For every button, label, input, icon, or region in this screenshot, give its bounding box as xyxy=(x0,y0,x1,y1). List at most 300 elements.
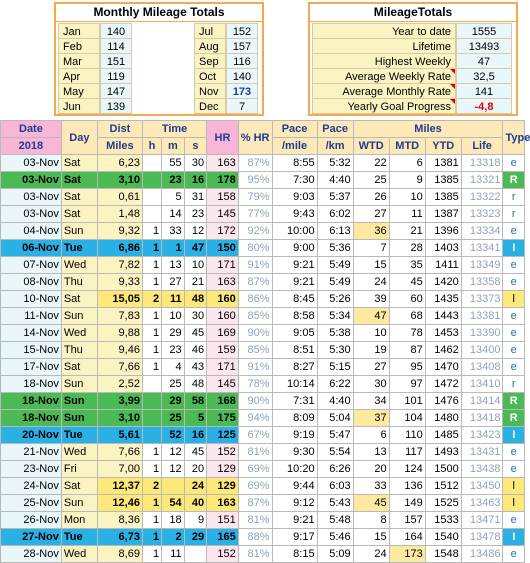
date-cell[interactable]: 18-Nov xyxy=(1,393,62,410)
wtd-cell[interactable]: 39 xyxy=(353,291,389,308)
wtd-cell[interactable]: 26 xyxy=(353,189,389,206)
pace-km-cell[interactable]: 5:48 xyxy=(317,512,353,529)
ytd-cell[interactable]: 1533 xyxy=(425,512,461,529)
mtd-cell[interactable]: 78 xyxy=(389,325,425,342)
mtd-cell[interactable]: 173 xyxy=(389,546,425,563)
distance-cell[interactable]: 3,99 xyxy=(97,393,142,410)
life-cell[interactable]: 13410 xyxy=(461,376,503,393)
life-cell[interactable]: 13390 xyxy=(461,325,503,342)
minutes-cell[interactable]: 13 xyxy=(162,257,185,274)
minutes-cell[interactable]: 54 xyxy=(162,495,185,512)
header-s[interactable]: s xyxy=(184,138,207,155)
totals-value-3[interactable]: 32,5 xyxy=(456,68,512,84)
hours-cell[interactable]: 1 xyxy=(142,444,161,461)
distance-cell[interactable]: 9,46 xyxy=(97,342,142,359)
life-cell[interactable]: 13373 xyxy=(461,291,503,308)
hours-cell[interactable]: 1 xyxy=(142,512,161,529)
life-cell[interactable]: 13322 xyxy=(461,189,503,206)
life-cell[interactable]: 13463 xyxy=(461,495,503,512)
date-cell[interactable]: 06-Nov xyxy=(1,240,62,257)
table-row[interactable] xyxy=(1,376,525,393)
day-cell[interactable]: Sun xyxy=(61,393,97,410)
ytd-cell[interactable]: 1420 xyxy=(425,274,461,291)
wtd-cell[interactable]: 15 xyxy=(353,257,389,274)
pct-hr-cell[interactable]: 80% xyxy=(238,240,272,257)
wtd-cell[interactable]: 34 xyxy=(353,393,389,410)
wtd-cell[interactable]: 19 xyxy=(353,342,389,359)
table-row[interactable] xyxy=(1,223,525,240)
pace-km-cell[interactable]: 5:30 xyxy=(317,342,353,359)
distance-cell[interactable]: 15,05 xyxy=(97,291,142,308)
seconds-cell[interactable]: 12 xyxy=(184,223,207,240)
month-miles-mar[interactable]: 151 xyxy=(100,53,132,69)
pace-mile-cell[interactable]: 9:21 xyxy=(272,274,317,291)
heart-rate-cell[interactable]: 150 xyxy=(207,240,239,257)
pct-hr-cell[interactable]: 81% xyxy=(238,546,272,563)
day-cell[interactable]: Sun xyxy=(61,376,97,393)
type-cell[interactable]: I xyxy=(503,529,525,546)
type-cell[interactable]: e xyxy=(503,512,525,529)
hours-cell[interactable] xyxy=(142,155,161,172)
minutes-cell[interactable]: 25 xyxy=(162,410,185,427)
minutes-cell[interactable]: 33 xyxy=(162,223,185,240)
type-cell[interactable]: R xyxy=(503,393,525,410)
table-row[interactable] xyxy=(1,155,525,172)
distance-cell[interactable]: 7,00 xyxy=(97,461,142,478)
pace-mile-cell[interactable]: 9:19 xyxy=(272,427,317,444)
type-cell[interactable]: e xyxy=(503,325,525,342)
mtd-cell[interactable]: 124 xyxy=(389,461,425,478)
minutes-cell[interactable]: 5 xyxy=(162,189,185,206)
mtd-cell[interactable]: 60 xyxy=(389,291,425,308)
minutes-cell[interactable]: 29 xyxy=(162,325,185,342)
ytd-cell[interactable]: 1480 xyxy=(425,410,461,427)
pace-mile-cell[interactable]: 10:00 xyxy=(272,223,317,240)
totals-value-2[interactable]: 47 xyxy=(456,53,512,69)
day-cell[interactable]: Sat xyxy=(61,478,97,495)
pace-km-cell[interactable]: 5:37 xyxy=(317,189,353,206)
date-cell[interactable]: 10-Nov xyxy=(1,291,62,308)
pace-km-cell[interactable]: 5:15 xyxy=(317,359,353,376)
seconds-cell[interactable]: 29 xyxy=(184,529,207,546)
mtd-cell[interactable]: 104 xyxy=(389,410,425,427)
mtd-cell[interactable]: 101 xyxy=(389,393,425,410)
heart-rate-cell[interactable]: 163 xyxy=(207,274,239,291)
wtd-cell[interactable]: 10 xyxy=(353,325,389,342)
seconds-cell[interactable] xyxy=(184,546,207,563)
heart-rate-cell[interactable]: 178 xyxy=(207,172,239,189)
table-row[interactable] xyxy=(1,546,525,563)
life-cell[interactable]: 13478 xyxy=(461,529,503,546)
seconds-cell[interactable]: 24 xyxy=(184,478,207,495)
distance-cell[interactable]: 6,73 xyxy=(97,529,142,546)
table-row[interactable] xyxy=(1,461,525,478)
life-cell[interactable]: 13358 xyxy=(461,274,503,291)
pace-mile-cell[interactable]: 7:30 xyxy=(272,172,317,189)
header-miles[interactable]: Miles xyxy=(97,138,142,155)
date-cell[interactable]: 25-Nov xyxy=(1,495,62,512)
ytd-cell[interactable]: 1411 xyxy=(425,257,461,274)
table-row[interactable] xyxy=(1,308,525,325)
date-cell[interactable]: 03-Nov xyxy=(1,189,62,206)
minutes-cell[interactable]: 10 xyxy=(162,308,185,325)
ytd-cell[interactable]: 1385 xyxy=(425,172,461,189)
header-ytd[interactable]: YTD xyxy=(425,138,461,155)
seconds-cell[interactable]: 31 xyxy=(184,189,207,206)
pct-hr-cell[interactable]: 94% xyxy=(238,410,272,427)
table-row[interactable] xyxy=(1,172,525,189)
pct-hr-cell[interactable]: 87% xyxy=(238,274,272,291)
life-cell[interactable]: 13450 xyxy=(461,478,503,495)
day-cell[interactable]: Sat xyxy=(61,155,97,172)
life-cell[interactable]: 13334 xyxy=(461,223,503,240)
hours-cell[interactable]: 1 xyxy=(142,461,161,478)
seconds-cell[interactable]: 48 xyxy=(184,291,207,308)
minutes-cell[interactable]: 52 xyxy=(162,427,185,444)
distance-cell[interactable]: 6,23 xyxy=(97,155,142,172)
distance-cell[interactable]: 0,61 xyxy=(97,189,142,206)
pace-km-cell[interactable]: 5:09 xyxy=(317,546,353,563)
pace-km-cell[interactable]: 6:26 xyxy=(317,461,353,478)
pace-km-cell[interactable]: 4:40 xyxy=(317,393,353,410)
type-cell[interactable]: e xyxy=(503,546,525,563)
distance-cell[interactable]: 9,88 xyxy=(97,325,142,342)
distance-cell[interactable]: 12,46 xyxy=(97,495,142,512)
pace-mile-cell[interactable]: 9:17 xyxy=(272,529,317,546)
day-cell[interactable]: Sun xyxy=(61,223,97,240)
day-cell[interactable]: Mon xyxy=(61,512,97,529)
pace-mile-cell[interactable]: 7:31 xyxy=(272,393,317,410)
distance-cell[interactable]: 8,69 xyxy=(97,546,142,563)
header-hr[interactable]: HR xyxy=(207,121,239,155)
type-cell[interactable]: e xyxy=(503,444,525,461)
day-cell[interactable]: Wed xyxy=(61,546,97,563)
pace-km-cell[interactable]: 6:03 xyxy=(317,478,353,495)
hours-cell[interactable]: 1 xyxy=(142,529,161,546)
heart-rate-cell[interactable]: 152 xyxy=(207,546,239,563)
totals-value-1[interactable]: 13493 xyxy=(456,38,512,54)
seconds-cell[interactable]: 16 xyxy=(184,427,207,444)
hours-cell[interactable]: 1 xyxy=(142,325,161,342)
month-miles-jun[interactable]: 139 xyxy=(100,98,132,114)
minutes-cell[interactable]: 27 xyxy=(162,274,185,291)
hours-cell[interactable]: 1 xyxy=(142,546,161,563)
date-cell[interactable]: 23-Nov xyxy=(1,461,62,478)
hours-cell[interactable] xyxy=(142,189,161,206)
date-cell[interactable]: 18-Nov xyxy=(1,376,62,393)
table-row[interactable] xyxy=(1,478,525,495)
day-cell[interactable]: Sat xyxy=(61,206,97,223)
pct-hr-cell[interactable]: 86% xyxy=(238,291,272,308)
ytd-cell[interactable]: 1385 xyxy=(425,189,461,206)
wtd-cell[interactable]: 47 xyxy=(353,308,389,325)
header-mtd[interactable]: MTD xyxy=(389,138,425,155)
mtd-cell[interactable]: 11 xyxy=(389,206,425,223)
hours-cell[interactable] xyxy=(142,376,161,393)
hours-cell[interactable] xyxy=(142,410,161,427)
ytd-cell[interactable]: 1435 xyxy=(425,291,461,308)
pct-hr-cell[interactable]: 87% xyxy=(238,495,272,512)
seconds-cell[interactable]: 30 xyxy=(184,308,207,325)
seconds-cell[interactable]: 45 xyxy=(184,325,207,342)
hours-cell[interactable] xyxy=(142,427,161,444)
month-miles-dec[interactable]: 7 xyxy=(226,98,258,114)
life-cell[interactable]: 13431 xyxy=(461,444,503,461)
table-row[interactable] xyxy=(1,512,525,529)
life-cell[interactable]: 13414 xyxy=(461,393,503,410)
type-cell[interactable]: e xyxy=(503,308,525,325)
pace-mile-cell[interactable]: 9:12 xyxy=(272,495,317,512)
life-cell[interactable]: 13423 xyxy=(461,427,503,444)
pace-mile-cell[interactable]: 10:20 xyxy=(272,461,317,478)
table-row[interactable] xyxy=(1,529,525,546)
pace-km-cell[interactable]: 5:34 xyxy=(317,308,353,325)
header-per-km[interactable]: /km xyxy=(317,138,353,155)
day-cell[interactable]: Sun xyxy=(61,410,97,427)
seconds-cell[interactable]: 47 xyxy=(184,240,207,257)
seconds-cell[interactable]: 5 xyxy=(184,410,207,427)
ytd-cell[interactable]: 1476 xyxy=(425,393,461,410)
hours-cell[interactable]: 2 xyxy=(142,478,161,495)
mtd-cell[interactable]: 9 xyxy=(389,172,425,189)
minutes-cell[interactable]: 14 xyxy=(162,206,185,223)
month-miles-apr[interactable]: 119 xyxy=(100,68,132,84)
date-cell[interactable]: 15-Nov xyxy=(1,342,62,359)
pct-hr-cell[interactable]: 78% xyxy=(238,376,272,393)
seconds-cell[interactable]: 10 xyxy=(184,257,207,274)
table-row[interactable] xyxy=(1,274,525,291)
day-cell[interactable]: Sat xyxy=(61,291,97,308)
type-cell[interactable]: e xyxy=(503,461,525,478)
type-cell[interactable]: l xyxy=(503,478,525,495)
pace-km-cell[interactable]: 5:38 xyxy=(317,325,353,342)
mtd-cell[interactable]: 87 xyxy=(389,342,425,359)
minutes-cell[interactable]: 11 xyxy=(162,291,185,308)
seconds-cell[interactable]: 40 xyxy=(184,495,207,512)
date-cell[interactable]: 03-Nov xyxy=(1,155,62,172)
hours-cell[interactable] xyxy=(142,172,161,189)
date-cell[interactable]: 21-Nov xyxy=(1,444,62,461)
date-cell[interactable]: 04-Nov xyxy=(1,223,62,240)
pct-hr-cell[interactable]: 87% xyxy=(238,155,272,172)
heart-rate-cell[interactable]: 165 xyxy=(207,529,239,546)
date-cell[interactable]: 28-Nov xyxy=(1,546,62,563)
heart-rate-cell[interactable]: 171 xyxy=(207,359,239,376)
life-cell[interactable]: 13323 xyxy=(461,206,503,223)
table-row[interactable] xyxy=(1,342,525,359)
ytd-cell[interactable]: 1403 xyxy=(425,240,461,257)
wtd-cell[interactable]: 37 xyxy=(353,410,389,427)
ytd-cell[interactable]: 1548 xyxy=(425,546,461,563)
pace-mile-cell[interactable]: 8:45 xyxy=(272,291,317,308)
mtd-cell[interactable]: 95 xyxy=(389,359,425,376)
wtd-cell[interactable]: 22 xyxy=(353,155,389,172)
life-cell[interactable]: 13341 xyxy=(461,240,503,257)
day-cell[interactable]: Wed xyxy=(61,257,97,274)
mtd-cell[interactable]: 157 xyxy=(389,512,425,529)
distance-cell[interactable]: 7,66 xyxy=(97,359,142,376)
pace-mile-cell[interactable]: 9:05 xyxy=(272,325,317,342)
heart-rate-cell[interactable]: 175 xyxy=(207,410,239,427)
pct-hr-cell[interactable]: 92% xyxy=(238,223,272,240)
day-cell[interactable]: Sun xyxy=(61,308,97,325)
wtd-cell[interactable]: 13 xyxy=(353,444,389,461)
day-cell[interactable]: Thu xyxy=(61,342,97,359)
header-dist[interactable]: Dist xyxy=(97,121,142,138)
distance-cell[interactable]: 6,86 xyxy=(97,240,142,257)
type-cell[interactable]: e xyxy=(503,274,525,291)
heart-rate-cell[interactable]: 163 xyxy=(207,495,239,512)
seconds-cell[interactable]: 20 xyxy=(184,461,207,478)
pct-hr-cell[interactable]: 79% xyxy=(238,189,272,206)
day-cell[interactable]: Sun xyxy=(61,495,97,512)
heart-rate-cell[interactable]: 151 xyxy=(207,512,239,529)
table-row[interactable] xyxy=(1,410,525,427)
distance-cell[interactable]: 12,37 xyxy=(97,478,142,495)
pct-hr-cell[interactable]: 85% xyxy=(238,342,272,359)
life-cell[interactable]: 13486 xyxy=(461,546,503,563)
life-cell[interactable]: 13418 xyxy=(461,410,503,427)
month-miles-jan[interactable]: 140 xyxy=(100,23,132,39)
day-cell[interactable]: Tue xyxy=(61,529,97,546)
wtd-cell[interactable]: 27 xyxy=(353,206,389,223)
minutes-cell[interactable]: 23 xyxy=(162,172,185,189)
heart-rate-cell[interactable]: 125 xyxy=(207,427,239,444)
minutes-cell[interactable]: 29 xyxy=(162,393,185,410)
pct-hr-cell[interactable]: 81% xyxy=(238,444,272,461)
ytd-cell[interactable]: 1453 xyxy=(425,325,461,342)
pace-mile-cell[interactable]: 10:14 xyxy=(272,376,317,393)
pct-hr-cell[interactable]: 91% xyxy=(238,257,272,274)
mtd-cell[interactable]: 117 xyxy=(389,444,425,461)
totals-value-4[interactable]: 141 xyxy=(456,83,512,99)
day-cell[interactable]: Fri xyxy=(61,461,97,478)
minutes-cell[interactable] xyxy=(162,478,185,495)
distance-cell[interactable]: 2,52 xyxy=(97,376,142,393)
mtd-cell[interactable]: 28 xyxy=(389,240,425,257)
date-cell[interactable]: 24-Nov xyxy=(1,478,62,495)
header-per-mile[interactable]: /mile xyxy=(272,138,317,155)
type-cell[interactable]: r xyxy=(503,189,525,206)
heart-rate-cell[interactable]: 158 xyxy=(207,189,239,206)
table-row[interactable] xyxy=(1,240,525,257)
mtd-cell[interactable]: 110 xyxy=(389,427,425,444)
pace-mile-cell[interactable]: 8:58 xyxy=(272,308,317,325)
month-miles-jul[interactable]: 152 xyxy=(226,23,258,39)
header-pace-km[interactable]: Pace xyxy=(317,121,353,138)
pace-km-cell[interactable]: 5:32 xyxy=(317,155,353,172)
hours-cell[interactable] xyxy=(142,393,161,410)
pace-mile-cell[interactable]: 8:09 xyxy=(272,410,317,427)
header-miles-group[interactable]: Miles xyxy=(353,121,503,138)
life-cell[interactable]: 13471 xyxy=(461,512,503,529)
type-cell[interactable]: e xyxy=(503,155,525,172)
table-row[interactable] xyxy=(1,189,525,206)
date-cell[interactable]: 03-Nov xyxy=(1,206,62,223)
pace-km-cell[interactable]: 5:49 xyxy=(317,257,353,274)
pace-mile-cell[interactable]: 9:30 xyxy=(272,444,317,461)
seconds-cell[interactable]: 23 xyxy=(184,206,207,223)
distance-cell[interactable]: 7,66 xyxy=(97,444,142,461)
minutes-cell[interactable]: 23 xyxy=(162,342,185,359)
minutes-cell[interactable]: 11 xyxy=(162,546,185,563)
table-row[interactable] xyxy=(1,427,525,444)
type-cell[interactable]: l xyxy=(503,495,525,512)
distance-cell[interactable]: 3,10 xyxy=(97,410,142,427)
table-row[interactable] xyxy=(1,325,525,342)
ytd-cell[interactable]: 1387 xyxy=(425,206,461,223)
mtd-cell[interactable]: 68 xyxy=(389,308,425,325)
wtd-cell[interactable]: 7 xyxy=(353,240,389,257)
date-cell[interactable]: 18-Nov xyxy=(1,410,62,427)
pace-km-cell[interactable]: 5:46 xyxy=(317,529,353,546)
hours-cell[interactable]: 1 xyxy=(142,274,161,291)
heart-rate-cell[interactable]: 168 xyxy=(207,393,239,410)
pace-km-cell[interactable]: 6:22 xyxy=(317,376,353,393)
pace-mile-cell[interactable]: 8:27 xyxy=(272,359,317,376)
day-cell[interactable]: Thu xyxy=(61,274,97,291)
pace-km-cell[interactable]: 5:04 xyxy=(317,410,353,427)
heart-rate-cell[interactable]: 160 xyxy=(207,308,239,325)
seconds-cell[interactable]: 16 xyxy=(184,172,207,189)
minutes-cell[interactable]: 18 xyxy=(162,512,185,529)
distance-cell[interactable]: 9,33 xyxy=(97,274,142,291)
date-cell[interactable]: 07-Nov xyxy=(1,257,62,274)
life-cell[interactable]: 13349 xyxy=(461,257,503,274)
header-time[interactable]: Time xyxy=(142,121,206,138)
distance-cell[interactable]: 5,61 xyxy=(97,427,142,444)
mtd-cell[interactable]: 136 xyxy=(389,478,425,495)
totals-value-5[interactable]: -4,8 xyxy=(456,98,512,114)
hours-cell[interactable]: 1 xyxy=(142,257,161,274)
pct-hr-cell[interactable]: 69% xyxy=(238,478,272,495)
ytd-cell[interactable]: 1381 xyxy=(425,155,461,172)
life-cell[interactable]: 13321 xyxy=(461,172,503,189)
hours-cell[interactable]: 1 xyxy=(142,342,161,359)
date-cell[interactable]: 20-Nov xyxy=(1,427,62,444)
seconds-cell[interactable]: 21 xyxy=(184,274,207,291)
mtd-cell[interactable]: 45 xyxy=(389,274,425,291)
type-cell[interactable]: e xyxy=(503,223,525,240)
header-wtd[interactable]: WTD xyxy=(353,138,389,155)
pace-km-cell[interactable]: 5:54 xyxy=(317,444,353,461)
distance-cell[interactable]: 9,32 xyxy=(97,223,142,240)
pace-mile-cell[interactable]: 9:44 xyxy=(272,478,317,495)
hours-cell[interactable]: 1 xyxy=(142,240,161,257)
date-cell[interactable]: 17-Nov xyxy=(1,359,62,376)
life-cell[interactable]: 13400 xyxy=(461,342,503,359)
mtd-cell[interactable]: 21 xyxy=(389,223,425,240)
table-row[interactable] xyxy=(1,291,525,308)
ytd-cell[interactable]: 1493 xyxy=(425,444,461,461)
heart-rate-cell[interactable]: 172 xyxy=(207,223,239,240)
distance-cell[interactable]: 1,48 xyxy=(97,206,142,223)
ytd-cell[interactable]: 1485 xyxy=(425,427,461,444)
date-cell[interactable]: 11-Nov xyxy=(1,308,62,325)
type-cell[interactable]: R xyxy=(503,410,525,427)
heart-rate-cell[interactable]: 163 xyxy=(207,155,239,172)
header-pace-mile[interactable]: Pace xyxy=(272,121,317,138)
totals-value-0[interactable]: 1555 xyxy=(456,23,512,39)
seconds-cell[interactable]: 58 xyxy=(184,393,207,410)
pace-mile-cell[interactable]: 9:43 xyxy=(272,206,317,223)
minutes-cell[interactable]: 12 xyxy=(162,461,185,478)
hours-cell[interactable]: 2 xyxy=(142,291,161,308)
type-cell[interactable]: e xyxy=(503,342,525,359)
header-pct-hr[interactable]: % HR xyxy=(238,121,272,155)
table-row[interactable] xyxy=(1,206,525,223)
type-cell[interactable]: r xyxy=(503,376,525,393)
